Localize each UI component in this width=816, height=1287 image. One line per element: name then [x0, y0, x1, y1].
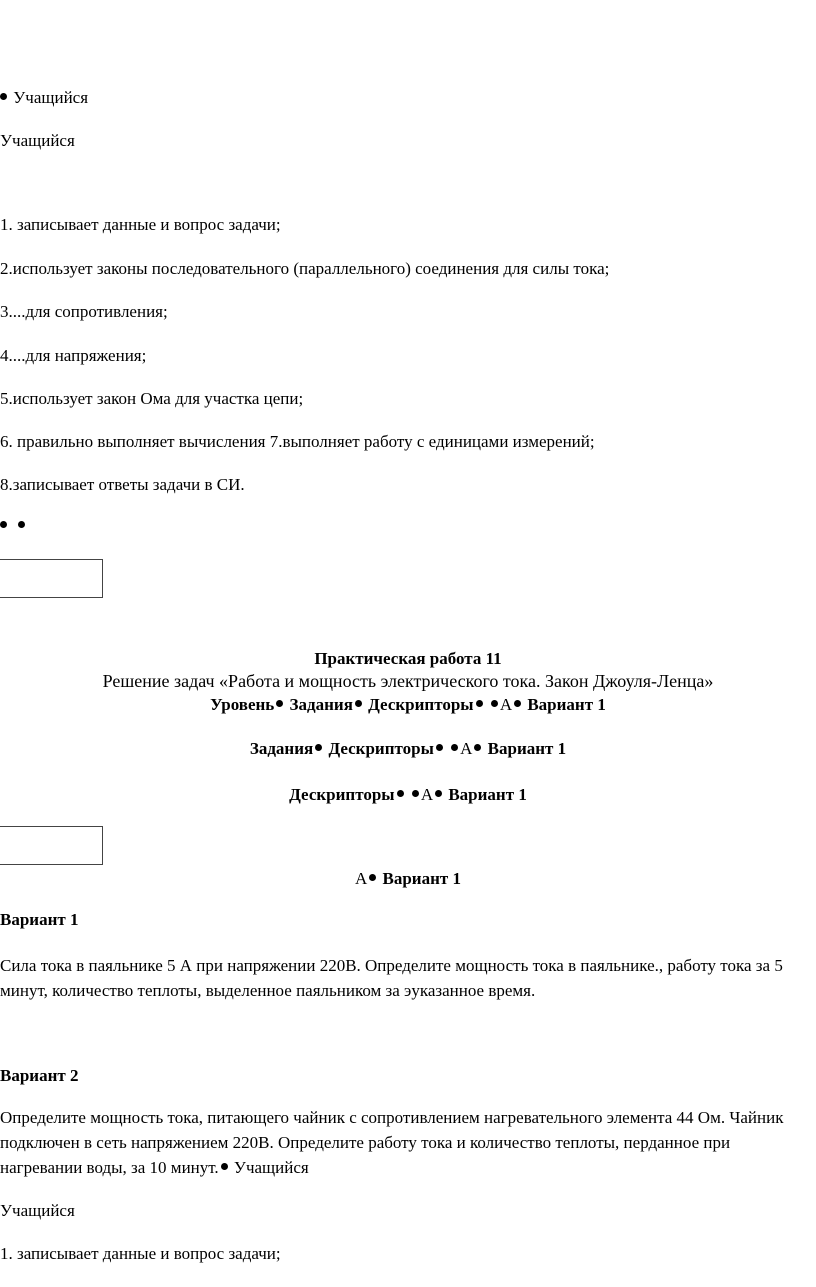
student-bullet-line [0, 88, 88, 108]
descriptors-label: Дескрипторы [289, 785, 395, 804]
descriptor-4: 4....для напряжения; [0, 346, 147, 365]
variant-label: Вариант 1 [527, 695, 606, 714]
variant-1-text: Сила тока в паяльнике 5 А при напряжении 220В. Определите мощность тока в паяльнике., работу тока за 5 минут, количество теплоты, выделенное паяльником за эуказанное время. [0, 956, 783, 1000]
bottom-student-label: Учащийся [0, 1201, 75, 1220]
level-label: Уровень [210, 695, 275, 714]
bullet-icon [412, 790, 419, 797]
descriptor-3: 3....для сопротивления; [0, 302, 168, 321]
descriptors-label: Дескрипторы [368, 695, 474, 714]
bullet-icon [474, 744, 481, 751]
bullet-icon [315, 744, 322, 751]
page-title: Практическая работа 11 [314, 649, 502, 668]
descriptor-2: 2.использует законы последовательного (параллельного) соединения для силы тока; [0, 259, 610, 278]
bullet-icon [451, 744, 458, 751]
variant-2-heading: Вариант 2 [0, 1066, 79, 1085]
page-subtitle: Решение задач «Работа и мощность электрического тока. Закон Джоуля-Ленца» [102, 671, 714, 691]
tasks-label: Задания [249, 739, 314, 758]
bottom-descriptor-1: 1. записывает данные и вопрос задачи; [0, 1244, 281, 1263]
header-row-3 [0, 784, 816, 806]
tasks-label: Задания [289, 695, 353, 714]
bullet-icon [0, 521, 7, 528]
variant-2-block [0, 1105, 812, 1180]
student-label: Учащийся [0, 131, 75, 150]
bullet-icon [18, 521, 25, 528]
descriptor-6: 6. правильно выполняет вычисления 7.выполняет работу с единицами измерений; [0, 432, 595, 451]
a-label: А [499, 695, 513, 714]
variant-1-heading: Вариант 1 [0, 910, 79, 929]
bullet-icon [476, 700, 483, 707]
bullet-icon [514, 700, 521, 707]
variant-label: Вариант 1 [382, 869, 461, 888]
bullet-icon [436, 744, 443, 751]
variant-2-text: Определите мощность тока, питающего чайник с сопротивлением нагревательного элемента 44 Ом. Чайник подключен в сеть напряжением 220В. Определите работу тока и количество теплоты, перданное при нагревании воды, за 10 минут. [0, 1108, 784, 1177]
a-label: А [420, 785, 434, 804]
descriptors-label: Дескрипторы [328, 739, 434, 758]
bullet-icon [397, 790, 404, 797]
student-bullet-label: Учащийся [13, 88, 89, 107]
variant-2-student-label: Учащийся [233, 1158, 309, 1177]
bullet-icon [369, 874, 376, 881]
a-label: А [354, 869, 368, 888]
descriptor-5: 5.использует закон Ома для участка цепи; [0, 389, 304, 408]
variant-label: Вариант 1 [487, 739, 567, 758]
empty-box [0, 826, 103, 865]
bullet-icon [0, 93, 7, 100]
double-bullet [0, 516, 27, 536]
a-label: А [460, 739, 473, 758]
bullet-icon [435, 790, 442, 797]
header-row-4 [0, 868, 816, 890]
descriptor-8: 8.записывает ответы задачи в СИ. [0, 475, 245, 494]
header-row-2 [0, 738, 816, 760]
bullet-icon [276, 700, 283, 707]
bullet-icon [355, 700, 362, 707]
header-row-1 [0, 694, 816, 716]
variant-label: Вариант 1 [448, 785, 527, 804]
descriptor-1: 1. записывает данные и вопрос задачи; [0, 215, 281, 234]
bullet-icon [221, 1163, 228, 1170]
empty-box [0, 559, 103, 598]
bullet-icon [491, 700, 498, 707]
